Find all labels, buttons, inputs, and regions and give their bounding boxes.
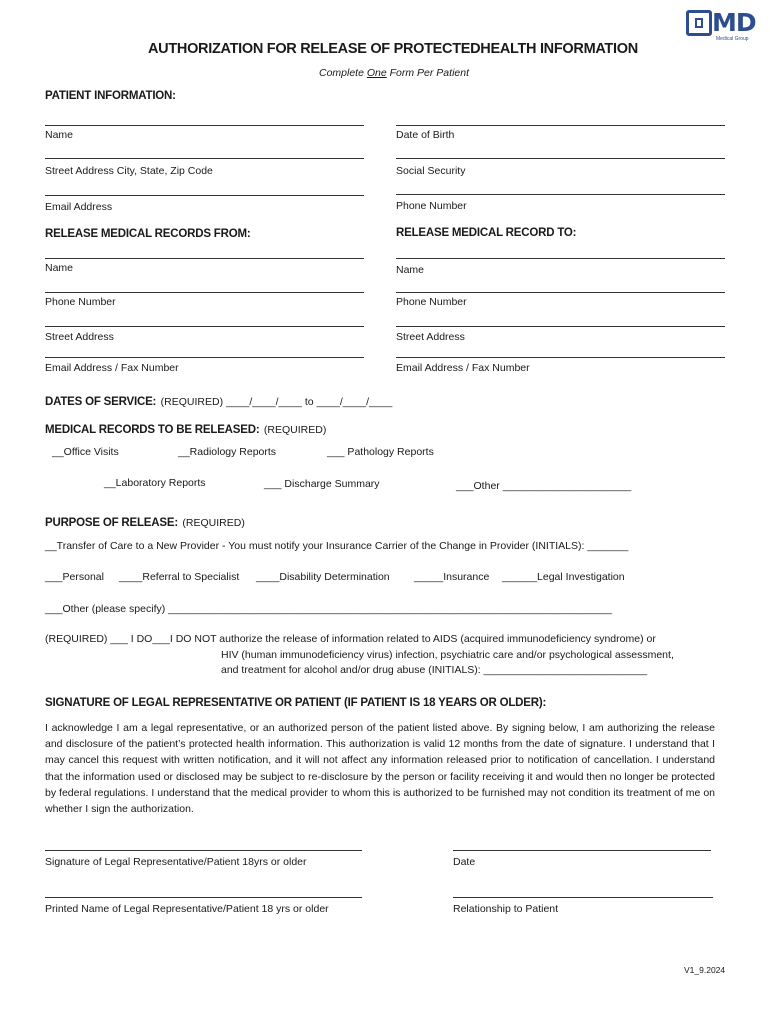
from-name-field[interactable] [45, 258, 364, 259]
patient-email-label: Email Address [45, 201, 113, 213]
aids-consent-line3[interactable]: and treatment for alcohol and/or drug abuse (INITIALS): ____________________________ [221, 664, 648, 676]
from-phone-label: Phone Number [45, 296, 116, 308]
to-phone-field[interactable] [396, 292, 725, 293]
version-label: V1_9.2024 [684, 965, 726, 975]
printed-name-field[interactable] [45, 897, 362, 898]
patient-ssn-field[interactable] [396, 158, 725, 159]
personal-option[interactable]: ___Personal [45, 571, 104, 583]
radiology-reports-option[interactable]: __Radiology Reports [178, 446, 277, 458]
signature-label: Signature of Legal Representative/Patient 18yrs or older [45, 856, 307, 868]
signature-field[interactable] [45, 850, 362, 851]
office-visits-option[interactable]: __Office Visits [52, 446, 119, 458]
to-address-label: Street Address [396, 331, 465, 343]
release-from-heading: RELEASE MEDICAL RECORDS FROM: [45, 228, 251, 240]
aids-consent-line2: HIV (human immunodeficiency virus) infection, psychiatric care and/or psychological assessment, [221, 649, 674, 661]
transfer-of-care-option[interactable]: __Transfer of Care to a New Provider - You must notify your Insurance Carrier of the Change in Provider (INITIALS): _______ [45, 540, 629, 552]
logo-mark-icon [686, 10, 712, 36]
purpose-heading-row [45, 513, 245, 531]
from-name-label: Name [45, 262, 74, 274]
logo-text: MD [712, 8, 756, 37]
dates-of-service-label: DATES OF SERVICE: [45, 396, 157, 408]
patient-ssn-label: Social Security [396, 165, 466, 177]
records-required: (REQUIRED) [263, 424, 327, 436]
date-field[interactable] [453, 850, 711, 851]
records-heading-row [45, 420, 326, 438]
from-email-field[interactable] [45, 357, 364, 358]
other-purpose-field[interactable]: ___Other (please specify) ____________________________________________________________________________ [45, 603, 612, 615]
patient-dob-label: Date of Birth [396, 129, 455, 141]
from-address-field[interactable] [45, 326, 364, 327]
patient-address-field[interactable] [45, 158, 364, 159]
purpose-heading: PURPOSE OF RELEASE: [45, 517, 178, 529]
records-heading: MEDICAL RECORDS TO BE RELEASED: [45, 424, 260, 436]
insurance-option[interactable]: _____Insurance [414, 571, 490, 583]
signature-heading: SIGNATURE OF LEGAL REPRESENTATIVE OR PATIENT (IF PATIENT IS 18 YEARS OR OLDER): [45, 697, 547, 709]
date-label: Date [453, 856, 476, 868]
laboratory-reports-option[interactable]: __Laboratory Reports [104, 477, 206, 489]
purpose-required: (REQUIRED) [182, 517, 245, 529]
form-subtitle: Complete One Form Per Patient [319, 67, 469, 79]
patient-phone-label: Phone Number [396, 200, 467, 212]
to-address-field[interactable] [396, 326, 725, 327]
to-email-label: Email Address / Fax Number [396, 362, 530, 374]
aids-consent-line1[interactable]: (REQUIRED) ___ I DO___I DO NOT authorize the release of information related to AIDS (acquired immunodeficiency syndrome) or [45, 633, 656, 645]
release-to-heading: RELEASE MEDICAL RECORD TO: [396, 227, 577, 239]
printed-name-label: Printed Name of Legal Representative/Patient 18 yrs or older [45, 903, 329, 915]
patient-phone-field[interactable] [396, 194, 725, 195]
referral-option[interactable]: ____Referral to Specialist [119, 571, 240, 583]
dates-of-service-row[interactable] [45, 392, 392, 410]
company-logo [686, 8, 758, 44]
legal-investigation-option[interactable]: ______Legal Investigation [502, 571, 625, 583]
dates-of-service-value[interactable]: (REQUIRED) ____/____/____ to ____/____/____ [160, 396, 393, 408]
to-name-field[interactable] [396, 258, 725, 259]
from-address-label: Street Address [45, 331, 114, 343]
relationship-field[interactable] [453, 897, 713, 898]
patient-dob-field[interactable] [396, 125, 725, 126]
to-name-label: Name [396, 264, 425, 276]
discharge-summary-option[interactable]: ___ Discharge Summary [264, 478, 380, 490]
patient-name-field[interactable] [45, 125, 364, 126]
to-phone-label: Phone Number [396, 296, 467, 308]
patient-address-label: Street Address City, State, Zip Code [45, 165, 213, 177]
relationship-label: Relationship to Patient [453, 903, 559, 915]
patient-email-field[interactable] [45, 195, 364, 196]
disability-option[interactable]: ____Disability Determination [256, 571, 390, 583]
patient-name-label: Name [45, 129, 74, 141]
from-phone-field[interactable] [45, 292, 364, 293]
other-records-option[interactable]: ___Other ______________________ [456, 480, 632, 492]
to-email-field[interactable] [396, 357, 725, 358]
logo-subtext: Medical Group [716, 36, 749, 42]
form-title: AUTHORIZATION FOR RELEASE OF PROTECTEDHEALTH INFORMATION [148, 41, 638, 57]
patient-info-heading: PATIENT INFORMATION: [45, 90, 176, 102]
from-email-label: Email Address / Fax Number [45, 362, 179, 374]
pathology-reports-option[interactable]: ___ Pathology Reports [327, 446, 434, 458]
authorization-paragraph: I acknowledge I am a legal representative, or an authorized person of the patient listed above. By signing below, I am authorizing the release and disclosure of the patient’s protected health information. This authorization is valid 12 months from the date of signature. I understand that I may cancel this request with written notification, and it will not affect any information released prior to notification of cancellation. I understand that the information used or disclosed may be subject to re-disclosure by the person or facility receiving it and would then no longer be protected by federal regulations. I understand that the medical provider to whom this is authorized to be furnished may not condition its treatment of me on whether I sign the authorization. [45, 722, 715, 816]
